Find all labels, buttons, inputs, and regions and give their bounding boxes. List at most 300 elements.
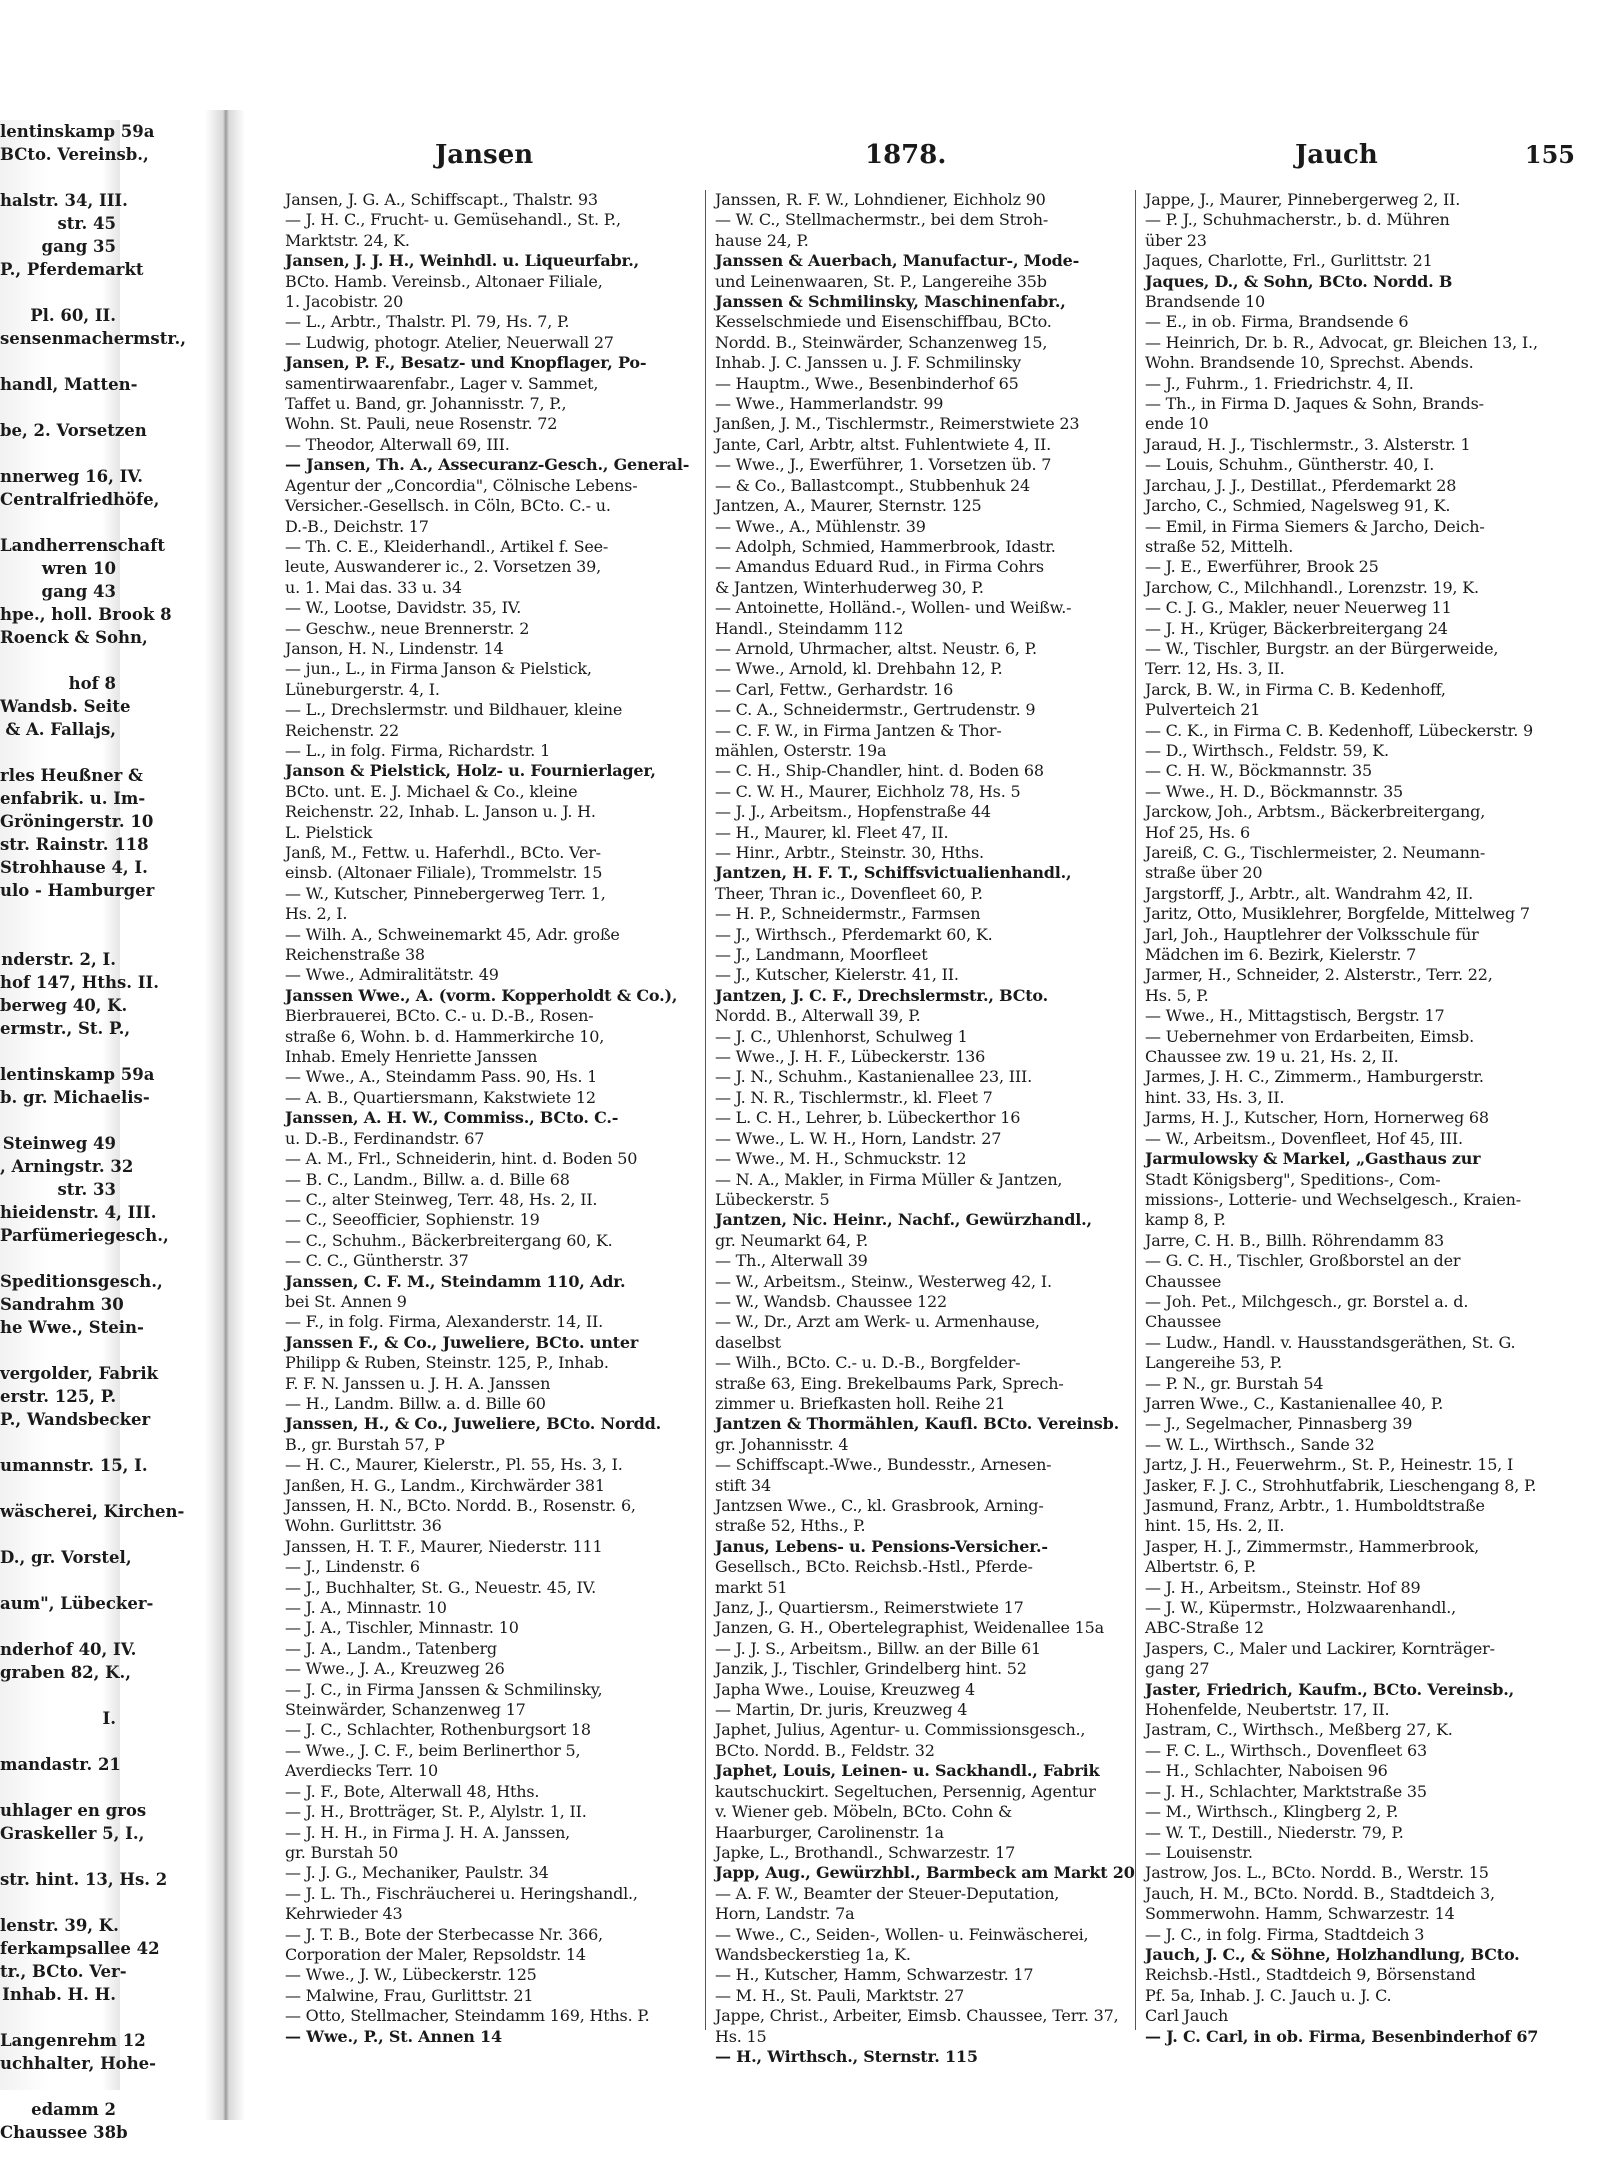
directory-entry: Theer, Thran ic., Dovenfleet 60, P. (715, 883, 983, 903)
directory-entry: — jun., L., in Firma Janson & Pielstick, (285, 659, 592, 679)
directory-entry: Pf. 5a, Inhab. J. C. Jauch u. J. C. (1145, 1985, 1392, 2005)
directory-entry: Jarmes, J. H. C., Zimmerm., Hamburgerstr. (1145, 1067, 1484, 1087)
directory-entry: Lüneburgerstr. 4, I. (285, 679, 440, 699)
directory-entry: Jantzen, Nic. Heinr., Nachf., Gewürzhandl., (715, 1210, 1092, 1230)
directory-entry: — W., Kutscher, Pinnebergerweg Terr. 1, (285, 883, 606, 903)
directory-entry: — C. K., in Firma C. B. Kedenhoff, Lübeckerstr. 9 (1145, 720, 1533, 740)
directory-entry: BCto. unt. E. J. Michael & Co., kleine (285, 781, 578, 801)
gutter-line (0, 1730, 120, 1753)
directory-entry: — A. F. W., Beamter der Steuer-Deputation, (715, 1883, 1060, 1903)
directory-entry: Janßen, J. M., Tischlermstr., Reimerstwiete 23 (715, 414, 1080, 434)
previous-page-edge (0, 120, 186, 2142)
directory-entry: — Louis, Schuhm., Güntherstr. 40, I. (1145, 455, 1435, 475)
directory-entry: Jaraud, H. J., Tischlermstr., 3. Alsterstr. 1 (1145, 434, 1471, 454)
directory-entry: Haarburger, Carolinenstr. 1a (715, 1822, 944, 1842)
directory-entry: — H. C., Maurer, Kielerstr., Pl. 55, Hs. 3, I. (285, 1455, 623, 1475)
directory-entry: — J. C., in folg. Firma, Stadtdeich 3 (1145, 1924, 1425, 1944)
directory-entry: — Schiffscapt.-Wwe., Bundesstr., Arnesen- (715, 1455, 1052, 1475)
directory-entry: Jantzen, J. C. F., Drechslermstr., BCto. (715, 985, 1048, 1005)
gutter-line (0, 511, 120, 534)
directory-entry: Corporation der Maler, Repsoldstr. 14 (285, 1944, 586, 1964)
directory-entry: — Wwe., C., Seiden-, Wollen- u. Feinwäscherei, (715, 1924, 1089, 1944)
directory-entry: Jarren Wwe., C., Kastanienallee 40, P. (1145, 1393, 1444, 1413)
directory-entry: Brandsende 10 (1145, 292, 1266, 312)
directory-entry: Jaritz, Otto, Musiklehrer, Borgfelde, Mittelweg 7 (1145, 904, 1530, 924)
directory-entry: straße 52, Hths., P. (715, 1516, 866, 1536)
directory-entry: — J. C. Carl, in ob. Firma, Besenbinderhof 67 (1145, 2026, 1539, 2046)
directory-entry: — H., Landm. Billw. a. d. Bille 60 (285, 1393, 546, 1413)
gutter-line (0, 1615, 120, 1638)
directory-entry: — J. H. C., Frucht- u. Gemüsehandl., St. P., (285, 210, 621, 230)
gutter-line (0, 2075, 120, 2098)
gutter-line (0, 442, 120, 465)
header-left-keyword: Jansen (435, 140, 534, 170)
directory-entry: — Martin, Dr. juris, Kreuzweg 4 (715, 1700, 968, 1720)
directory-entry: Janssen, H. N., BCto. Nordd. B., Rosenstr. 6, (285, 1496, 636, 1515)
directory-entry: — Amandus Eduard Rud., in Firma Cohrs (715, 557, 1044, 577)
directory-entry: — Emil, in Firma Siemers & Jarcho, Deich- (1145, 516, 1485, 536)
directory-entry: Jastram, C., Wirthsch., Meßberg 27, K. (1145, 1720, 1453, 1740)
gutter-line (0, 1569, 120, 1592)
directory-entry: — Otto, Stellmacher, Steindamm 169, Hths. P. (285, 2006, 650, 2026)
directory-entry: u. 1. Mai das. 33 u. 34 (285, 577, 462, 597)
directory-entry: Jarcho, C., Schmied, Nagelsweg 91, K. (1145, 496, 1451, 516)
column-2 (715, 190, 1135, 2070)
gutter-line: Gröningerstr. 10 (0, 812, 154, 831)
directory-entry: Jappe, Christ., Arbeiter, Eimsb. Chaussee, Terr. 37, (715, 2006, 1119, 2026)
directory-entry: Janson, H. N., Lindenstr. 14 (285, 638, 504, 658)
gutter-line: he Wwe., Stein- (0, 1318, 144, 1337)
gutter-line: ulo - Hamburger (0, 881, 155, 900)
directory-entry: — C. H., Ship-Chandler, hint. d. Boden 68 (715, 761, 1044, 781)
gutter-line (0, 2006, 120, 2029)
directory-entry: — J., Segelmacher, Pinnasberg 39 (1145, 1414, 1413, 1434)
directory-entry: — J. C., in Firma Janssen & Schmilinsky, (285, 1679, 603, 1699)
directory-entry: kamp 8, P. (1145, 1210, 1226, 1230)
directory-entry: & Jantzen, Winterhuderweg 30, P. (715, 577, 984, 597)
directory-entry: — Louisenstr. (1145, 1842, 1253, 1862)
gutter-line: gang 35 (41, 237, 116, 256)
directory-entry: Jaques, Charlotte, Frl., Gurlittstr. 21 (1145, 251, 1433, 271)
directory-entry: Inhab. Emely Henriette Janssen (285, 1047, 538, 1067)
gutter-line: Wandsb. Seite (0, 697, 131, 716)
directory-entry: — H., Wirthsch., Sternstr. 115 (715, 2046, 978, 2066)
directory-entry: — W., Lootse, Davidstr. 35, IV. (285, 598, 522, 618)
gutter-line: P., Pferdemarkt (0, 260, 144, 279)
directory-entry: Hof 25, Hs. 6 (1145, 822, 1251, 842)
gutter-line: Pl. 60, II. (30, 306, 116, 325)
directory-entry: — C., alter Steinweg, Terr. 48, Hs. 2, II. (285, 1189, 598, 1209)
directory-entry: — L. C. H., Lehrer, b. Lübeckerthor 16 (715, 1108, 1021, 1128)
directory-entry: gang 27 (1145, 1659, 1210, 1679)
gutter-line: uchhalter, Hohe- (0, 2054, 157, 2073)
directory-entry: Mädchen im 6. Bezirk, Kielerstr. 7 (1145, 945, 1417, 965)
gutter-line: rles Heußner & (0, 766, 143, 785)
header-right-keyword: Jauch (1295, 140, 1378, 170)
directory-entry: Jarms, H. J., Kutscher, Horn, Hornerweg 68 (1145, 1108, 1489, 1128)
directory-entry: straße über 20 (1145, 863, 1263, 883)
column-3 (1145, 190, 1555, 2070)
gutter-line (0, 1109, 120, 1132)
directory-entry: Janssen, C. F. M., Steindamm 110, Adr. (285, 1271, 626, 1291)
gutter-line: erstr. 125, P. (0, 1387, 117, 1406)
directory-entry: — Wwe., A., Mühlenstr. 39 (715, 516, 926, 536)
gutter-line: hof 8 (68, 674, 116, 693)
gutter-line: berweg 40, K. (0, 996, 128, 1015)
directory-entry: — Th., Alterwall 39 (715, 1251, 868, 1271)
directory-entry: — J. C., Schlachter, Rothenburgsort 18 (285, 1720, 591, 1740)
directory-entry: Janssen, H., & Co., Juweliere, BCto. Nordd. (285, 1414, 662, 1434)
directory-entry: Reichenstraße 38 (285, 945, 425, 965)
directory-entry: Jansen, J. G. A., Schiffscapt., Thalstr. 93 (285, 190, 598, 209)
directory-entry: ABC-Straße 12 (1145, 1618, 1264, 1638)
directory-entry: — H., Schlachter, Naboisen 96 (1145, 1761, 1388, 1781)
gutter-line: hieidenstr. 4, III. (0, 1203, 157, 1222)
gutter-line: nderstr. 2, I. (1, 950, 116, 969)
directory-entry: Steinwärder, Schanzenweg 17 (285, 1700, 526, 1720)
directory-entry: gr. Neumarkt 64, P. (715, 1230, 868, 1250)
gutter-line: Landherrenschaft (0, 536, 165, 555)
gutter-line: lentinskamp 59a (0, 122, 155, 141)
directory-entry: — Th., in Firma D. Jaques & Sohn, Brands- (1145, 394, 1484, 414)
directory-entry: Jargstorff, J., Arbtr., alt. Wandrahm 42, II. (1145, 883, 1474, 903)
directory-entry: Jantzen & Thormählen, Kaufl. BCto. Vereinsb. (715, 1414, 1119, 1434)
directory-entry: — L., Arbtr., Thalstr. Pl. 79, Hs. 7, P. (285, 312, 570, 332)
directory-entry: Jantzen, H. F. T., Schiffsvictualienhandl., (715, 863, 1072, 883)
directory-entry: B., gr. Burstah 57, P (285, 1434, 445, 1454)
gutter-line (0, 741, 120, 764)
directory-entry: — Hinr., Arbtr., Steinstr. 30, Hths. (715, 843, 984, 862)
directory-entry: Japhet, Louis, Leinen- u. Sackhandl., Fabrik (715, 1761, 1100, 1781)
directory-entry: — J., Fuhrm., 1. Friedrichstr. 4, II. (1145, 373, 1414, 393)
directory-entry: Jante, Carl, Arbtr, altst. Fuhlentwiete 4, II. (715, 434, 1052, 454)
directory-entry: — J. F., Bote, Alterwall 48, Hths. (285, 1781, 540, 1801)
directory-entry: Wohn. Gurlittstr. 36 (285, 1516, 442, 1536)
directory-entry: Janssen, R. F. W., Lohndiener, Eichholz 90 (715, 190, 1046, 209)
directory-entry: markt 51 (715, 1577, 788, 1597)
directory-entry: gr. Johannisstr. 4 (715, 1434, 849, 1454)
directory-entry: Philipp & Ruben, Steinstr. 125, P., Inhab. (285, 1353, 609, 1373)
directory-entry: Nordd. B., Alterwall 39, P. (715, 1006, 921, 1026)
directory-entry: — J. J. S., Arbeitsm., Billw. an der Bille 61 (715, 1638, 1042, 1658)
directory-entry: — G. C. H., Tischler, Großborstel an der (1145, 1251, 1461, 1271)
directory-entry: — J., Landmann, Moorfleet (715, 945, 928, 965)
gutter-line: Parfümeriegesch., (0, 1226, 169, 1245)
directory-entry: — J. N. R., Tischlermstr., kl. Fleet 7 (715, 1087, 993, 1107)
directory-entry: Handl., Steindamm 112 (715, 618, 904, 638)
directory-entry: — Adolph, Schmied, Hammerbrook, Idastr. (715, 536, 1056, 556)
gutter-line: gang 43 (41, 582, 116, 601)
directory-entry: Chaussee (1145, 1271, 1222, 1291)
directory-entry: Jauch, H. M., BCto. Nordd. B., Stadtdeich 3, (1145, 1883, 1495, 1903)
book-spine (205, 110, 245, 2120)
directory-entry: Hs. 15 (715, 2026, 767, 2046)
directory-entry: — J. C., Uhlenhorst, Schulweg 1 (715, 1026, 968, 1046)
directory-entry: Albertstr. 6, P. (1145, 1557, 1256, 1577)
directory-entry: Japhet, Julius, Agentur- u. Commissionsgesch., (715, 1720, 1086, 1740)
directory-entry: Jareiß, C. G., Tischlermeister, 2. Neumann- (1145, 843, 1486, 862)
directory-entry: Hohenfelde, Neubertstr. 17, II. (1145, 1700, 1390, 1720)
gutter-line: handl, Matten- (0, 375, 138, 394)
directory-entry: — Antoinette, Holländ.-, Wollen- und Weißw.- (715, 598, 1072, 618)
directory-entry: Jauch, J. C., & Söhne, Holzhandlung, BCto. (1145, 1944, 1520, 1964)
directory-entry: Reichenstr. 22, Inhab. L. Janson u. J. H. (285, 802, 596, 822)
gutter-line: umannstr. 15, I. (0, 1456, 148, 1475)
gutter-line: lentinskamp 59a (0, 1065, 155, 1084)
directory-entry: Jaspers, C., Maler und Lackirer, Kornträger- (1145, 1638, 1495, 1658)
directory-entry: mählen, Osterstr. 19a (715, 740, 887, 760)
directory-entry: — J. T. B., Bote der Sterbecasse Nr. 366, (285, 1924, 603, 1944)
directory-entry: v. Wiener geb. Möbeln, BCto. Cohn & (715, 1802, 1013, 1822)
directory-entry: Langereihe 53, P. (1145, 1353, 1283, 1373)
gutter-line: b. gr. Michaelis- (0, 1088, 150, 1107)
gutter-line: edamm 2 (31, 2100, 116, 2119)
gutter-line (0, 1523, 120, 1546)
directory-entry: — W., Arbeitsm., Dovenfleet, Hof 45, III. (1145, 1128, 1463, 1148)
directory-entry: Jarre, C. H. B., Billh. Röhrendamm 83 (1145, 1230, 1445, 1250)
directory-entry: — H., Maurer, kl. Fleet 47, II. (715, 822, 949, 842)
directory-entry: — Wilh. A., Schweinemarkt 45, Adr. große (285, 924, 620, 944)
directory-entry: — J., Lindenstr. 6 (285, 1557, 420, 1577)
directory-entry: Nordd. B., Steinwärder, Schanzenweg 15, (715, 332, 1048, 352)
directory-entry: — J. L. Th., Fischräucherei u. Heringshandl., (285, 1883, 638, 1903)
directory-entry: — Wwe., Arnold, kl. Drehbahn 12, P. (715, 659, 1003, 679)
gutter-line: tr., BCto. Ver- (0, 1962, 127, 1981)
directory-entry: Jarl, Joh., Hauptlehrer der Volksschule für (1145, 924, 1479, 944)
gutter-line: BCto. Vereinsb., (0, 145, 149, 164)
directory-entry: — J. H., Brotträger, St. P., Alylstr. 1, II. (285, 1802, 587, 1822)
gutter-line: Graskeller 5, I., (0, 1824, 145, 1843)
directory-entry: Jarchow, C., Milchhandl., Lorenzstr. 19, K. (1145, 577, 1479, 597)
directory-entry: — Heinrich, Dr. b. R., Advocat, gr. Bleichen 13, I., (1145, 332, 1538, 352)
directory-entry: BCto. Nordd. B., Feldstr. 32 (715, 1740, 935, 1760)
directory-entry: — W., Wandsb. Chaussee 122 (715, 1291, 947, 1311)
directory-entry: hint. 15, Hs. 2, II. (1145, 1516, 1285, 1536)
gutter-line: & A. Fallajs, (5, 720, 116, 739)
gutter-line (0, 166, 120, 189)
directory-entry: — J. A., Landm., Tatenberg (285, 1638, 497, 1658)
directory-entry: — C. J. G., Makler, neuer Neuerweg 11 (1145, 598, 1452, 618)
gutter-line: str. hint. 13, Hs. 2 (0, 1870, 168, 1889)
directory-entry: — D., Wirthsch., Feldstr. 59, K. (1145, 740, 1389, 760)
directory-entry: Terr. 12, Hs. 3, II. (1145, 659, 1285, 679)
gutter-line (0, 1776, 120, 1799)
directory-entry: — C. W. H., Maurer, Eichholz 78, Hs. 5 (715, 781, 1021, 801)
gutter-line: wren 10 (41, 559, 116, 578)
gutter-line (0, 1845, 120, 1868)
directory-entry: — Wwe., L. W. H., Horn, Landstr. 27 (715, 1128, 1002, 1148)
directory-entry: — W. L., Wirthsch., Sande 32 (1145, 1434, 1375, 1454)
directory-entry: — Malwine, Frau, Gurlittstr. 21 (285, 1985, 534, 2005)
directory-entry: Jappe, J., Maurer, Pinnebergerweg 2, II. (1145, 190, 1461, 209)
directory-entry: Janus, Lebens- u. Pensions-Versicher.- (715, 1536, 1048, 1556)
gutter-line: wäscherei, Kirchen- (0, 1502, 185, 1521)
gutter-line (0, 902, 120, 925)
directory-entry: Japha Wwe., Louise, Kreuzweg 4 (715, 1679, 976, 1699)
directory-entry: Janssen F., & Co., Juweliere, BCto. unter (285, 1332, 639, 1352)
directory-entry: Bierbrauerei, BCto. C.- u. D.-B., Rosen- (285, 1006, 594, 1026)
directory-entry: Horn, Landstr. 7a (715, 1904, 855, 1924)
directory-entry: — Theodor, Alterwall 69, III. (285, 434, 510, 454)
directory-entry: straße 6, Wohn. b. d. Hammerkirche 10, (285, 1026, 605, 1046)
directory-entry: D.-B., Deichstr. 17 (285, 516, 429, 536)
directory-entry: — & Co., Ballastcompt., Stubbenhuk 24 (715, 475, 1030, 495)
directory-entry: Jaster, Friedrich, Kaufm., BCto. Vereinsb., (1145, 1679, 1514, 1699)
directory-entry: Jarmer, H., Schneider, 2. Alsterstr., Terr. 22, (1145, 965, 1493, 985)
gutter-line: ferkampsallee 42 (0, 1939, 160, 1958)
directory-entry: Carl Jauch (1145, 2006, 1229, 2026)
gutter-line: halstr. 34, III. (0, 191, 128, 210)
directory-entry: — J. N., Schuhm., Kastanienallee 23, III. (715, 1067, 1032, 1087)
directory-entry: — Wwe., J. C. F., beim Berlinerthor 5, (285, 1740, 581, 1760)
directory-entry: — Ludw., Handl. v. Hausstandsgeräthen, St. G. (1145, 1332, 1516, 1352)
directory-entry: Janssen, A. H. W., Commiss., BCto. C.- (285, 1108, 619, 1128)
directory-entry: Marktstr. 24, K. (285, 230, 410, 250)
directory-entry: Janßen, H. G., Landm., Kirchwärder 381 (285, 1475, 605, 1495)
directory-entry: hause 24, P. (715, 230, 809, 250)
directory-entry: zimmer u. Briefkasten holl. Reihe 21 (715, 1393, 1006, 1413)
gutter-line: aum", Lübecker- (0, 1594, 154, 1613)
directory-entry: Janzen, G. H., Obertelegraphist, Weidenallee 15a (715, 1618, 1104, 1638)
gutter-line (0, 1477, 120, 1500)
directory-entry: — Hauptm., Wwe., Besenbinderhof 65 (715, 373, 1019, 393)
directory-entry: Janssen & Auerbach, Manufactur-, Mode- (715, 251, 1080, 271)
directory-entry: straße 52, Mittelh. (1145, 536, 1294, 556)
directory-entry: Janssen, H. T. F., Maurer, Niederstr. 111 (285, 1536, 603, 1556)
directory-entry: — F., in folg. Firma, Alexanderstr. 14, II. (285, 1312, 604, 1332)
directory-entry: — C. H. W., Böckmannstr. 35 (1145, 761, 1372, 781)
directory-entry: — J. H., Arbeitsm., Steinstr. Hof 89 (1145, 1577, 1421, 1597)
directory-entry: — A. B., Quartiersmann, Kakstwiete 12 (285, 1087, 596, 1107)
directory-entry: — Th. C. E., Kleiderhandl., Artikel f. See- (285, 536, 609, 556)
directory-entry: — Ludwig, photogr. Atelier, Neuerwall 27 (285, 332, 614, 352)
directory-entry: Stadt Königsberg", Speditions-, Com- (1145, 1169, 1441, 1189)
directory-entry: Janz, J., Quartiersm., Reimerstwiete 17 (715, 1598, 1024, 1618)
directory-entry: — Joh. Pet., Milchgesch., gr. Borstel a. d. (1145, 1291, 1469, 1311)
directory-entry: — Uebernehmer von Erdarbeiten, Eimsb. (1145, 1026, 1474, 1046)
directory-entry: Jarck, B. W., in Firma C. B. Kedenhoff, (1145, 679, 1446, 699)
gutter-line: P., Wandsbecker (0, 1410, 151, 1429)
directory-entry: einsb. (Altonaer Filiale), Trommelstr. 15 (285, 863, 603, 883)
gutter-line (0, 649, 120, 672)
directory-entry: — W. T., Destill., Niederstr. 79, P. (1145, 1822, 1404, 1842)
directory-entry: stift 34 (715, 1475, 771, 1495)
directory-entry: Inhab. J. C. Janssen u. J. F. Schmilinsky (715, 353, 1022, 373)
directory-entry: — Wwe., J. W., Lübeckerstr. 125 (285, 1965, 537, 1985)
directory-entry: straße 63, Eing. Brekelbaums Park, Sprech- (715, 1373, 1064, 1393)
directory-entry: — Wwe., J. H. F., Lübeckerstr. 136 (715, 1047, 986, 1067)
gutter-line: D., gr. Vorstel, (0, 1548, 132, 1567)
directory-entry: kautschuckirt. Segeltuchen, Persennig, Agentur (715, 1781, 1096, 1801)
gutter-line: hof 147, Hths. II. (0, 973, 159, 992)
directory-entry: — L., in folg. Firma, Richardstr. 1 (285, 740, 551, 760)
gutter-line: be, 2. Vorsetzen (0, 421, 147, 440)
directory-entry: — J. A., Tischler, Minnastr. 10 (285, 1618, 519, 1638)
directory-entry: — A. M., Frl., Schneiderin, hint. d. Boden 50 (285, 1149, 638, 1169)
directory-entry: — Wilh., BCto. C.- u. D.-B., Borgfelder- (715, 1353, 1021, 1373)
directory-entry: leute, Auswanderer ic., 2. Vorsetzen 39, (285, 557, 602, 577)
gutter-line (0, 1040, 120, 1063)
gutter-line: enfabrik. u. Im- (0, 789, 146, 808)
directory-entry: gr. Burstah 50 (285, 1842, 399, 1862)
directory-entry: BCto. Hamb. Vereinsb., Altonaer Filiale, (285, 271, 603, 291)
directory-entry: — C. A., Schneidermstr., Gertrudenstr. 9 (715, 700, 1036, 720)
gutter-line: lenstr. 39, K. (0, 1916, 119, 1935)
directory-entry: — L., Drechslermstr. und Bildhauer, kleine (285, 700, 623, 720)
directory-entry: — J. E., Ewerführer, Brook 25 (1145, 557, 1379, 577)
directory-entry: u. D.-B., Ferdinandstr. 67 (285, 1128, 485, 1148)
gutter-line (0, 396, 120, 419)
column-1 (285, 190, 695, 2070)
directory-entry: — Arnold, Uhrmacher, altst. Neustr. 6, P. (715, 638, 1037, 658)
gutter-line (0, 281, 120, 304)
directory-entry: — Geschw., neue Brennerstr. 2 (285, 618, 530, 638)
gutter-line: str. 45 (57, 214, 116, 233)
directory-entry: Jasmund, Franz, Arbtr., 1. Humboldtstraße (1145, 1496, 1485, 1515)
gutter-line: , Arningstr. 32 (0, 1157, 134, 1176)
directory-entry: — Wwe., Admiralitätstr. 49 (285, 965, 499, 985)
directory-entry: Jasper, H. J., Zimmermstr., Hammerbrook, (1145, 1536, 1480, 1556)
page-header (285, 140, 1575, 184)
gutter-line (0, 1339, 120, 1362)
directory-entry: Chaussee zw. 19 u. 21, Hs. 2, II. (1145, 1047, 1399, 1067)
directory-entry: über 23 (1145, 230, 1207, 250)
directory-entry: Jantzsen Wwe., C., kl. Grasbrook, Arning- (715, 1496, 1044, 1515)
directory-entry: Reichsb.-Hstl., Stadtdeich 9, Börsenstand (1145, 1965, 1476, 1985)
directory-entry: Janssen Wwe., A. (vorm. Kopperholdt & Co.), (285, 985, 678, 1005)
directory-entry: Gesellsch., BCto. Reichsb.-Hstl., Pferde- (715, 1557, 1033, 1577)
directory-entry: — Wwe., H., Mittagstisch, Bergstr. 17 (1145, 1006, 1445, 1026)
directory-entry: Jasker, F. J. C., Strohhutfabrik, Lieschengang 8, P. (1145, 1475, 1537, 1495)
directory-entry: Jartz, J. H., Feuerwehrm., St. P., Heinestr. 15, I (1145, 1455, 1514, 1475)
directory-entry: — C. F. W., in Firma Jantzen & Thor- (715, 720, 1002, 740)
directory-entry: — M. H., St. Pauli, Marktstr. 27 (715, 1985, 965, 2005)
directory-entry: Lübeckerstr. 5 (715, 1189, 830, 1209)
directory-entry: Jantzen, A., Maurer, Sternstr. 125 (715, 496, 982, 516)
directory-entry: Kesselschmiede und Eisenschiffbau, BCto. (715, 312, 1052, 332)
directory-entry: F. F. N. Janssen u. J. H. A. Janssen (285, 1373, 551, 1393)
directory-entry: bei St. Annen 9 (285, 1291, 407, 1311)
gutter-line (0, 1684, 120, 1707)
gutter-line: Strohhause 4, I. (0, 858, 148, 877)
gutter-line (0, 1891, 120, 1914)
directory-entry: Averdiecks Terr. 10 (285, 1761, 439, 1781)
directory-entry: — J. H., Krüger, Bäckerbreitergang 24 (1145, 618, 1448, 638)
gutter-line (0, 1431, 120, 1454)
directory-entry: Kehrwieder 43 (285, 1904, 403, 1924)
gutter-line: hpe., holl. Brook 8 (0, 605, 172, 624)
directory-entry: Taffet u. Band, gr. Johannisstr. 7, P., (285, 394, 567, 414)
directory-entry: Japke, L., Brothandl., Schwarzestr. 17 (715, 1842, 1016, 1862)
directory-entry: — F. C. L., Wirthsch., Dovenfleet 63 (1145, 1740, 1427, 1760)
directory-entry: — J. H. H., in Firma J. H. A. Janssen, (285, 1822, 571, 1842)
gutter-line: str. Rainstr. 118 (0, 835, 149, 854)
directory-entry: — B. C., Landm., Billw. a. d. Bille 68 (285, 1169, 570, 1189)
directory-entry: — Wwe., P., St. Annen 14 (285, 2026, 502, 2046)
directory-entry: — J. A., Minnastr. 10 (285, 1598, 447, 1618)
gutter-line: vergolder, Fabrik (0, 1364, 159, 1383)
gutter-line: nnerweg 16, IV. (0, 467, 143, 486)
directory-entry: und Leinenwaaren, St. P., Langereihe 35b (715, 271, 1047, 291)
directory-entry: Jarchau, J. J., Destillat., Pferdemarkt 28 (1145, 475, 1457, 495)
directory-entry: Janzik, J., Tischler, Grindelberg hint. 52 (715, 1659, 1027, 1679)
directory-entry: ende 10 (1145, 414, 1209, 434)
gutter-line: I. (102, 1709, 116, 1728)
gutter-line: Chaussee 38b (0, 2123, 128, 2142)
gutter-line: Steinweg 49 (2, 1134, 116, 1153)
gutter-line: Centralfriedhöfe, (0, 490, 160, 509)
directory-entry: — Wwe., A., Steindamm Pass. 90, Hs. 1 (285, 1067, 598, 1087)
